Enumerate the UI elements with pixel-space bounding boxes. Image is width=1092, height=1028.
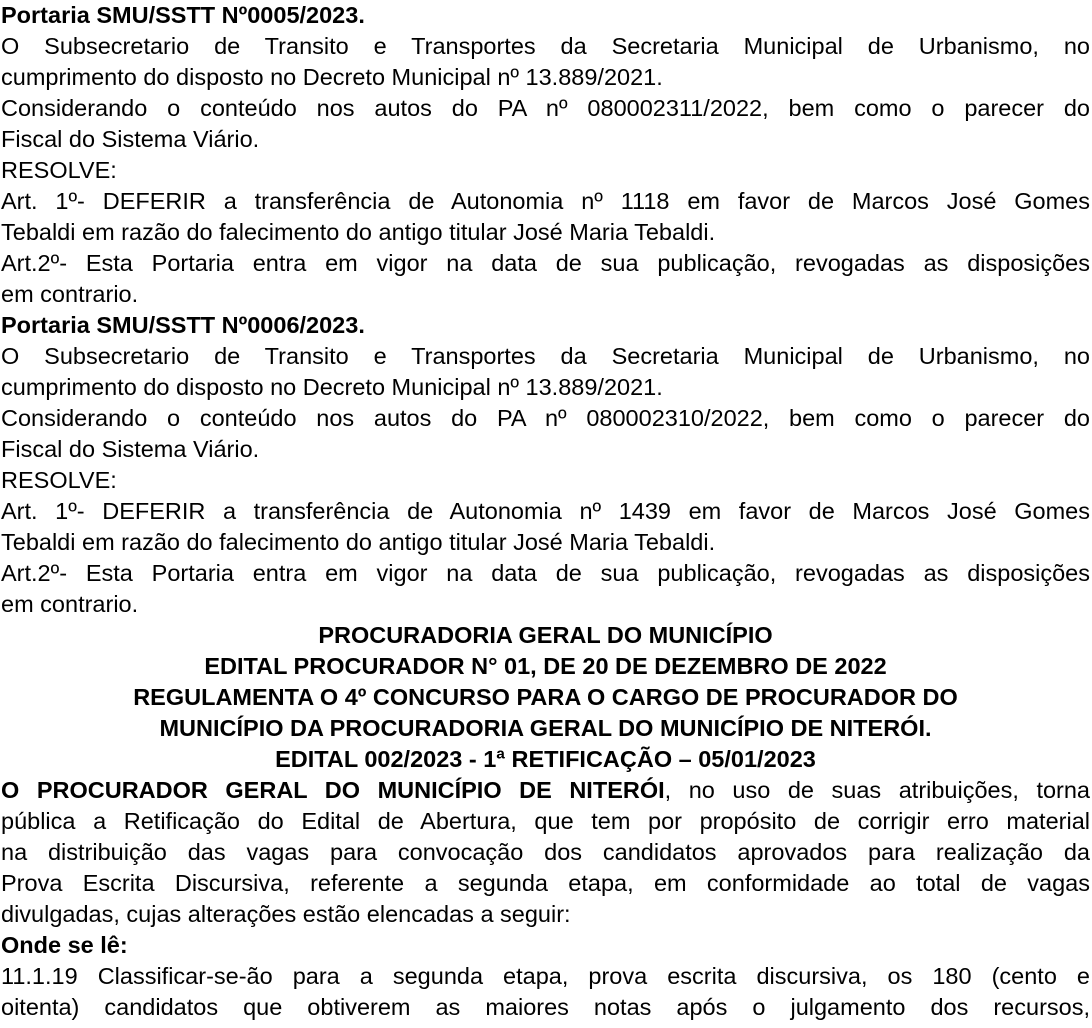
portaria-2-art2-line-2: em contrario. — [1, 591, 139, 617]
portaria-2-considering-line-2: Fiscal do Sistema Viário. — [1, 436, 260, 462]
procuradoria-body-line-3: na distribuição das vagas para convocação dos candidatos aprovados para realização da — [1, 839, 1090, 865]
portaria-1-intro-line-2: cumprimento do disposto no Decreto Municipal nº 13.889/2021. — [1, 64, 663, 90]
portaria-2-art1-line-2: Tebaldi em razão do falecimento do antigo titular José Maria Tebaldi. — [1, 529, 716, 555]
portaria-1-art2-line-1: Art.2º- Esta Portaria entra em vigor na data de sua publicação, revogadas as disposições — [1, 250, 1090, 276]
portaria-2-art1-line-1: Art. 1º- DEFERIR a transferência de Autonomia nº 1439 em favor de Marcos José Gomes — [1, 498, 1090, 524]
portaria-2-intro-line-1: O Subsecretario de Transito e Transportes da Secretaria Municipal de Urbanismo, no — [1, 343, 1090, 369]
portaria-1-considering-line-2: Fiscal do Sistema Viário. — [1, 126, 260, 152]
portaria-2-art2-line-1: Art.2º- Esta Portaria entra em vigor na data de sua publicação, revogadas as disposições — [1, 560, 1090, 586]
onde-se-le-heading: Onde se lê: — [1, 932, 128, 958]
procuradoria-heading: PROCURADORIA GERAL DO MUNICÍPIO — [318, 622, 773, 648]
portaria-2-resolve: RESOLVE: — [1, 467, 117, 493]
portaria-1-art2-line-2: em contrario. — [1, 281, 139, 307]
portaria-2-considering-line-1: Considerando o conteúdo nos autos do PA nº 080002310/2022, bem como o parecer do — [1, 405, 1090, 431]
item-11-1-19-line-2: oitenta) candidatos que obtiverem as maiores notas após o julgamento dos recursos, — [1, 994, 1090, 1020]
regulamenta-heading-line-2: MUNICÍPIO DA PROCURADORIA GERAL DO MUNICÍPIO DE NITERÓI. — [159, 715, 932, 741]
portaria-2-title: Portaria SMU/SSTT Nº0006/2023. — [1, 312, 365, 338]
retificacao-heading: EDITAL 002/2023 - 1ª RETIFICAÇÃO – 05/01/2023 — [275, 746, 816, 772]
procuradoria-body-line-4: Prova Escrita Discursiva, referente a segunda etapa, em conformidade ao total de vagas — [1, 870, 1090, 896]
procuradoria-body-line-2: pública a Retificação do Edital de Abertura, que tem por propósito de corrigir erro material — [1, 808, 1090, 834]
portaria-2-intro-line-2: cumprimento do disposto no Decreto Municipal nº 13.889/2021. — [1, 374, 663, 400]
portaria-1-resolve: RESOLVE: — [1, 157, 117, 183]
item-11-1-19-line-1: 11.1.19 Classificar-se-ão para a segunda etapa, prova escrita discursiva, os 180 (cento e — [1, 963, 1090, 989]
edital-heading: EDITAL PROCURADOR N° 01, DE 20 DE DEZEMBRO DE 2022 — [204, 653, 887, 679]
portaria-1-art1-line-2: Tebaldi em razão do falecimento do antigo titular José Maria Tebaldi. — [1, 219, 716, 245]
portaria-1-title: Portaria SMU/SSTT Nº0005/2023. — [1, 2, 365, 28]
procurador-name: O PROCURADOR GERAL DO MUNICÍPIO DE NITERÓI — [1, 777, 665, 803]
portaria-1-considering-line-1: Considerando o conteúdo nos autos do PA nº 080002311/2022, bem como o parecer do — [1, 95, 1090, 121]
portaria-1-intro-line-1: O Subsecretario de Transito e Transportes da Secretaria Municipal de Urbanismo, no — [1, 33, 1090, 59]
regulamenta-heading-line-1: REGULAMENTA O 4º CONCURSO PARA O CARGO DE PROCURADOR DO — [133, 684, 958, 710]
procuradoria-body-line-5: divulgadas, cujas alterações estão elencadas a seguir: — [1, 901, 571, 927]
procuradoria-body-line-1-rest: , no uso de suas atribuições, torna — [664, 777, 1091, 803]
portaria-1-art1-line-1: Art. 1º- DEFERIR a transferência de Autonomia nº 1118 em favor de Marcos José Gomes — [1, 188, 1090, 214]
procuradoria-body-line-1 — [1, 775, 1090, 806]
